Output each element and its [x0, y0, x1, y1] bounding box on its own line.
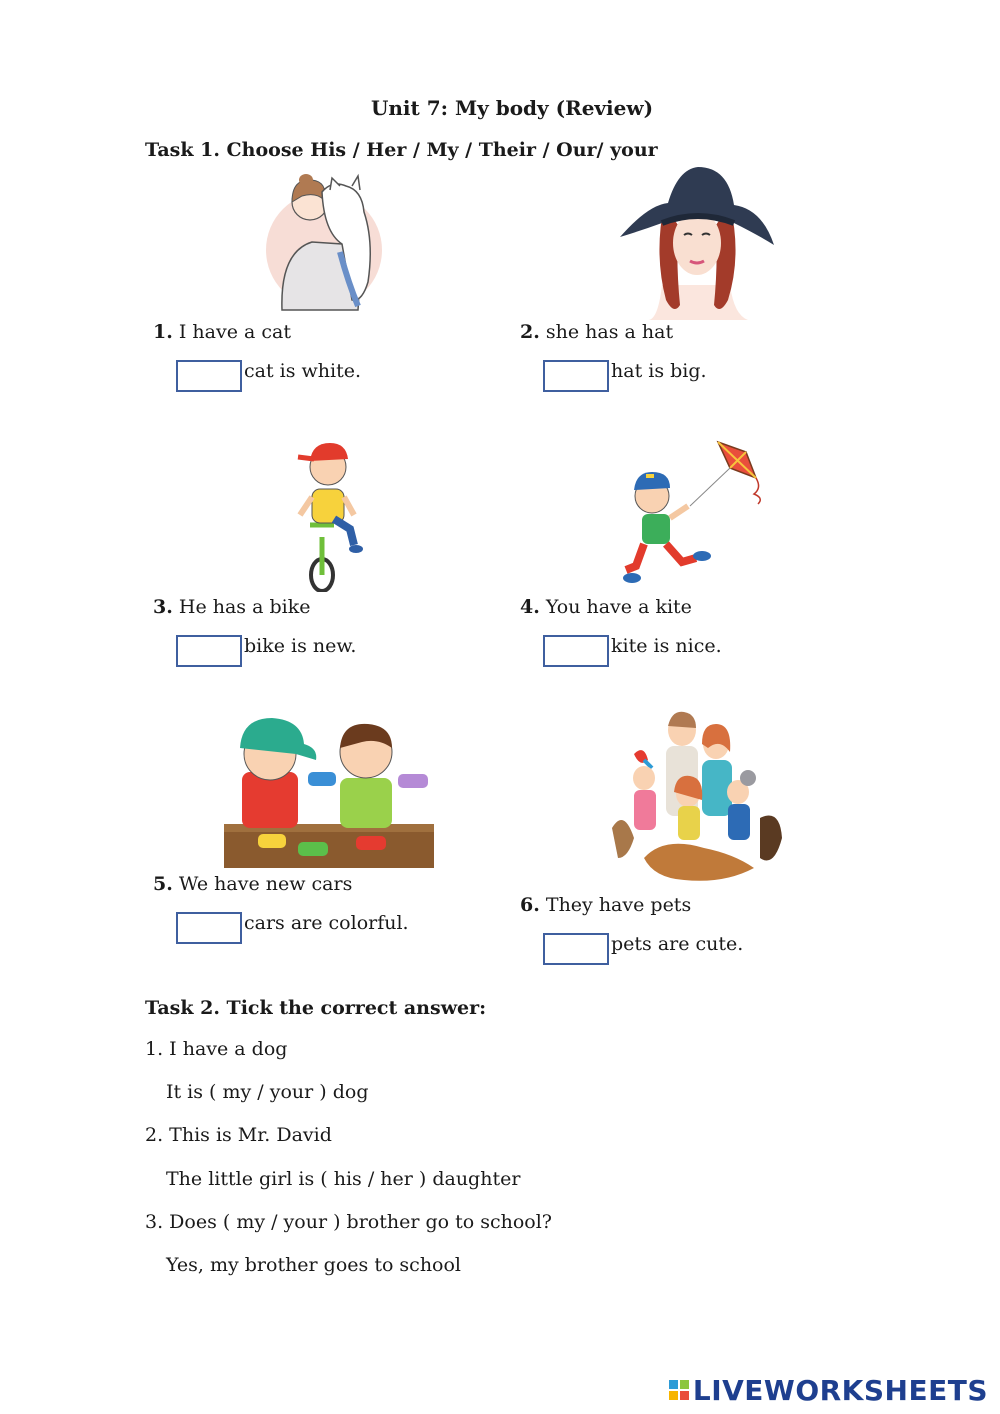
answer-box-4[interactable] [543, 635, 609, 667]
boys-with-toy-cars-picture [222, 712, 437, 870]
boy-on-bike-picture [290, 437, 370, 592]
sentence-ending-2: hat is big. [611, 360, 707, 382]
task2-choice-2[interactable]: The little girl is ( his / her ) daughter [166, 1168, 521, 1190]
question-number: 6. [520, 894, 540, 916]
question-number: 2. [520, 321, 540, 343]
question-prompt: He has a bike [178, 596, 311, 618]
sentence-ending-4: kite is nice. [611, 635, 722, 657]
question-2 [520, 321, 673, 343]
question-prompt: she has a hat [545, 321, 674, 343]
question-number: 4. [520, 596, 540, 618]
logo-squares-icon [669, 1380, 689, 1400]
question-number: 1. [153, 321, 173, 343]
task2-answer-3: Yes, my brother goes to school [166, 1254, 462, 1276]
logo-text: LIVEWORKSHEETS [692, 1373, 988, 1407]
question-6 [520, 894, 691, 916]
answer-box-3[interactable] [176, 635, 242, 667]
sentence-ending-3: bike is new. [244, 635, 357, 657]
task2-choice-1[interactable]: It is ( my / your ) dog [166, 1081, 369, 1103]
task2-question-1: 1. I have a dog [145, 1038, 288, 1060]
question-number: 3. [153, 596, 173, 618]
task2-question-2: 2. This is Mr. David [145, 1124, 332, 1146]
boy-with-kite-picture [622, 438, 774, 590]
question-prompt: They have pets [545, 894, 692, 916]
question-prompt: You have a kite [545, 596, 692, 618]
question-prompt: I have a cat [178, 321, 291, 343]
question-5 [153, 873, 352, 895]
sentence-ending-5: cars are colorful. [244, 912, 409, 934]
woman-with-hat-picture [618, 165, 774, 320]
answer-box-1[interactable] [176, 360, 242, 392]
question-3 [153, 596, 310, 618]
family-with-pets-picture [604, 708, 786, 890]
answer-box-5[interactable] [176, 912, 242, 944]
sentence-ending-6: pets are cute. [611, 933, 744, 955]
answer-box-6[interactable] [543, 933, 609, 965]
task1-heading: Task 1. Choose His / Her / My / Their / Our/ your [145, 139, 658, 161]
sentence-ending-1: cat is white. [244, 360, 362, 382]
question-4 [520, 596, 692, 618]
liveworksheets-logo [669, 1373, 988, 1407]
question-1 [153, 321, 291, 343]
question-prompt: We have new cars [178, 873, 353, 895]
task2-question-3[interactable]: 3. Does ( my / your ) brother go to school? [145, 1211, 552, 1233]
worksheet-title: Unit 7: My body (Review) [370, 96, 654, 120]
task2-heading: Task 2. Tick the correct answer: [145, 997, 487, 1019]
girl-hugging-cat-picture [262, 172, 392, 312]
answer-box-2[interactable] [543, 360, 609, 392]
question-number: 5. [153, 873, 173, 895]
